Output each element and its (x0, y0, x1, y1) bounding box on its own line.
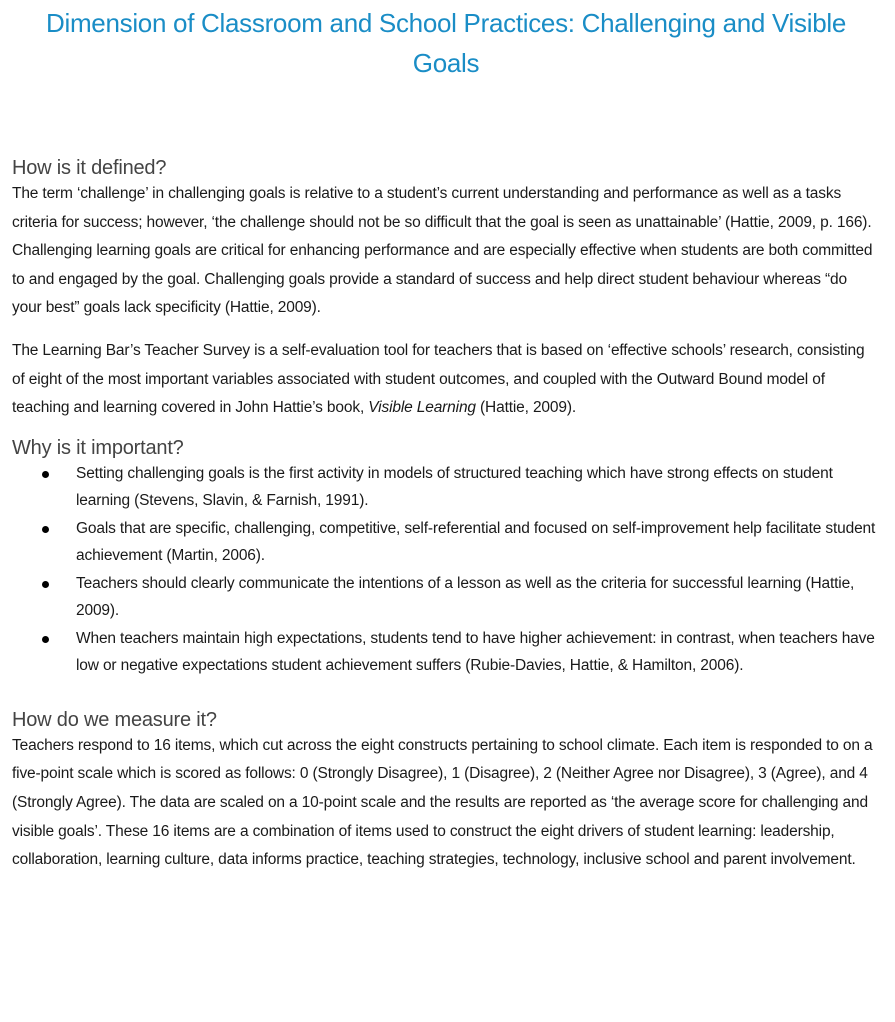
bullet-icon (42, 471, 49, 478)
list-item-text: When teachers maintain high expectations, students tend to have higher achievement: in contrast, when teachers have low or negative expectations student achievement suffers (Rubie-Davies, Hattie, & Hamilton, 2006). (76, 629, 875, 675)
definition-paragraph: The term ‘challenge’ in challenging goals is relative to a student’s current understanding and performance as well as a tasks criteria for success; however, ‘the challenge should not be so difficult that the goal is seen as unattainable’ (Hattie, 2009, p. 166). Challenging learning goals are critical for enhancing performance and are especially effective when students are both committed to and engaged by the goal. Challenging goals provide a standard of success and help direct student behaviour whereas “do your best” goals lack specificity (Hattie, 2009). (12, 185, 873, 317)
bullet-icon (42, 636, 49, 643)
book-title-italic: Visible Learning (368, 399, 476, 417)
teacher-survey-paragraph (12, 337, 880, 423)
document-page (12, 0, 880, 875)
list-item (12, 625, 880, 680)
list-item-text: Goals that are specific, challenging, competitive, self-referential and focused on self-improvement help facilitate student achievement (Martin, 2006). (76, 519, 876, 565)
section-heading-definition: How is it defined? (12, 157, 167, 179)
importance-bullet-list (12, 460, 880, 680)
document-title: Dimension of Classroom and School Practices: Challenging and Visible Goals (46, 8, 846, 78)
list-item-text: Teachers should clearly communicate the intentions of a lesson as well as the criteria for successful learning (Hattie, 2009). (76, 574, 855, 620)
bullet-icon (42, 581, 49, 588)
teacher-survey-text: The Learning Bar’s Teacher Survey is a self-evaluation tool for teachers that is based on ‘effective schools’ research, consisting of eight of the most important variables associated with student outcomes, and coupled with the Outward Bound model of teaching and learning covered in John Hattie’s book, (12, 341, 865, 417)
list-item (12, 460, 880, 515)
measurement-paragraph: Teachers respond to 16 items, which cut across the eight constructs pertaining to school climate. Each item is responded to on a five-point scale which is scored as follows: 0 (Strongly Disagree), 1 (Disagree), 2 (Neither Agree nor Disagree), 3 (Agree), and 4 (Strongly Agree). The data are scaled on a 10-point scale and the results are reported as ‘the average score for challenging and visible goals’. These 16 items are a combination of items used to construct the eight drivers of student learning: leadership, collaboration, learning culture, data informs practice, teaching strategies, technology, inclusive school and parent involvement. (12, 736, 873, 869)
section-heading-measurement: How do we measure it? (12, 708, 217, 731)
bullet-icon (42, 526, 49, 533)
list-item (12, 515, 880, 570)
section-heading-importance: Why is it important? (12, 436, 184, 459)
list-item (12, 570, 880, 625)
list-item-text: Setting challenging goals is the first activity in models of structured teaching which have strong effects on student learning (Stevens, Slavin, & Farnish, 1991). (76, 464, 833, 510)
teacher-survey-citation: (Hattie, 2009). (475, 399, 577, 417)
